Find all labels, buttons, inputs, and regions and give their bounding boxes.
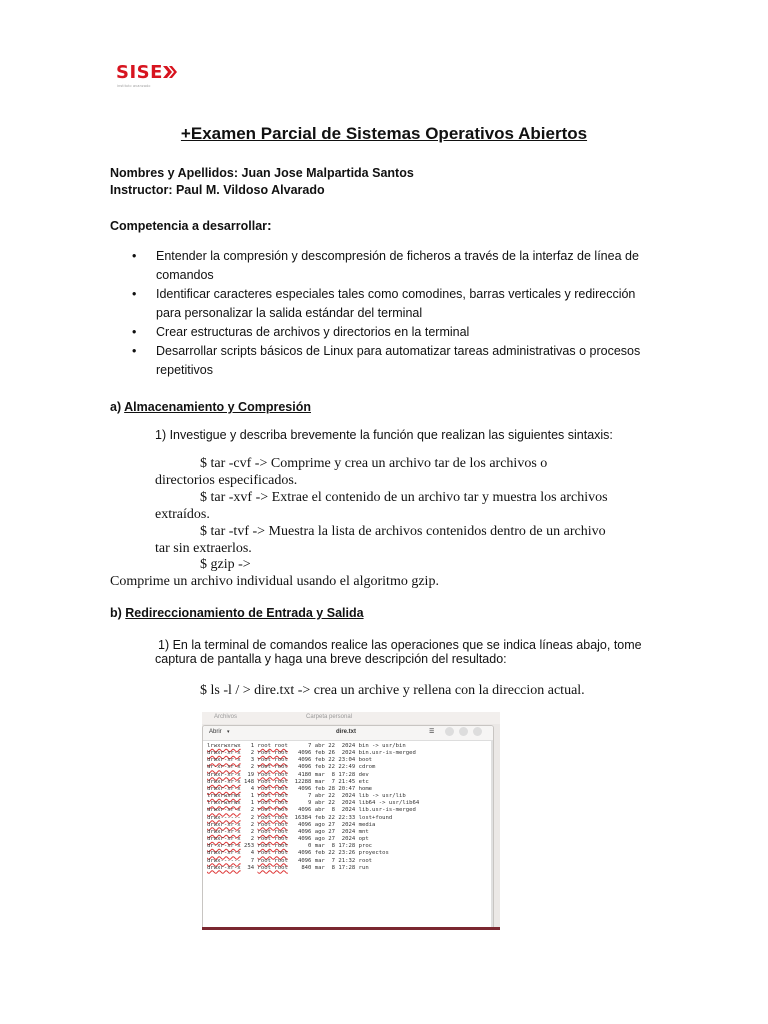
table-row: drwxr-xr-x 2 root root 4096 feb 26 2024 bin.usr-is-merged xyxy=(207,750,416,757)
screenshot-topbar xyxy=(202,712,500,724)
bullet-icon: • xyxy=(132,287,137,301)
table-row: drwxr-xr-x 4 root root 4096 feb 28 20:47 home xyxy=(207,785,373,792)
bullet-icon: • xyxy=(132,249,137,263)
competencias-list xyxy=(110,247,662,380)
list-item: • Crear estructuras de archivos y directorios en la terminal xyxy=(110,323,662,342)
section-a-heading: a) Almacenamiento y Compresión xyxy=(110,400,311,414)
question-b1-line1: 1) En la terminal de comandos realice las operaciones que se indica líneas abajo, tome xyxy=(158,638,642,652)
competencia-heading: Competencia a desarrollar: xyxy=(110,217,272,233)
page-title: +Examen Parcial de Sistemas Operativos Abiertos xyxy=(180,124,588,143)
table-row: drwxr-xr-x 2 root root 4096 abr 8 2024 lib.usr-is-merged xyxy=(207,807,416,814)
table-row: drwxr-xr-x 2 root root 4096 ago 27 2024 mnt xyxy=(207,828,369,835)
terminal-screenshot xyxy=(202,712,500,930)
table-row: drwxr-xr-x 2 root root 4096 ago 27 2024 media xyxy=(207,821,376,828)
scrollbar[interactable] xyxy=(491,740,493,929)
file-content[interactable] xyxy=(203,741,493,872)
menu-icon[interactable]: ☰ xyxy=(429,729,435,735)
minimize-icon[interactable] xyxy=(445,727,454,736)
answer-gzip-cont: Comprime un archivo individual usando el algoritmo gzip. xyxy=(110,574,439,589)
sise-logo xyxy=(108,44,176,106)
question-b1-line2: captura de pantalla y haga una breve descripción del resultado: xyxy=(155,652,507,666)
table-row: drwxr-xr-x 2 root root 4096 ago 27 2024 opt xyxy=(207,836,369,843)
table-row: drwxr-xr-x 19 root root 4180 mar 8 17:28 dev xyxy=(207,771,369,778)
table-row: drwx------ 7 root root 4096 mar 7 21:32 root xyxy=(207,857,373,864)
list-item: • Entender la compresión y descompresión de ficheros a través de la interfaz de línea de comandos xyxy=(132,249,639,282)
list-item: • Desarrollar scripts básicos de Linux para automatizar tareas administrativas o procesos repetitivos xyxy=(132,344,641,377)
answer-tar-tvf-cont: tar sin extraerlos. xyxy=(155,541,252,556)
question-a1: 1) Investigue y describa brevemente la función que realizan las siguientes sintaxis: xyxy=(155,428,613,442)
answer-gzip: $ gzip -> xyxy=(200,557,251,572)
table-row: drwx------ 2 root root 16384 feb 22 22:33 lost+found xyxy=(207,814,393,821)
logo-chevron-icon xyxy=(163,65,177,79)
logo-text: SISE xyxy=(116,62,163,83)
table-row: drwxr-xr-x 4 root root 4096 feb 22 23:26 proyectos xyxy=(207,850,389,857)
topbar-folder-label: Carpeta personal xyxy=(306,714,353,720)
table-row: lrwxrwxrwx 1 root root 7 abr 22 2024 bin -> usr/bin xyxy=(207,743,406,749)
bullet-icon: • xyxy=(132,344,137,358)
section-b-heading: b) Redireccionamiento de Entrada y Salida xyxy=(110,606,364,620)
list-item: • Identificar caracteres especiales tales como comodines, barras verticales y redirección para personalizar la salida estándar del terminal xyxy=(132,287,636,320)
instructor-name: Instructor: Paul M. Vildoso Alvarado xyxy=(110,183,325,197)
answer-tar-xvf-cont: extraídos. xyxy=(155,507,210,522)
maximize-icon[interactable] xyxy=(459,727,468,736)
table-row: dr-xr-xr-x 2 root root 4096 feb 22 22:49 cdrom xyxy=(207,764,376,771)
file-name: dire.txt xyxy=(336,729,357,735)
student-name: Nombres y Apellidos: Juan Jose Malpartida Santos xyxy=(110,166,414,180)
answer-tar-cvf: $ tar -cvf -> Comprime y crea un archivo tar de los archivos o xyxy=(200,456,548,471)
table-row: drwxr-xr-x 3 root root 4096 feb 22 23:04 boot xyxy=(207,757,373,764)
answer-tar-tvf: $ tar -tvf -> Muestra la lista de archivos contenidos dentro de un archivo xyxy=(200,524,606,539)
table-row: lrwxrwxrwx 1 root root 7 abr 22 2024 lib -> usr/lib xyxy=(207,793,406,800)
chevron-down-icon[interactable]: ▾ xyxy=(227,729,230,735)
close-icon[interactable] xyxy=(473,727,482,736)
topbar-files-label: Archivos xyxy=(214,714,238,720)
screenshot-footer-bar xyxy=(202,927,500,930)
table-row: drwxr-xr-x 148 root root 12288 mar 7 21:45 etc xyxy=(207,778,369,785)
table-row: lrwxrwxrwx 1 root root 9 abr 22 2024 lib64 -> usr/lib64 xyxy=(207,800,420,807)
text-editor-window xyxy=(202,725,494,930)
open-button[interactable]: Abrir xyxy=(209,729,222,735)
answer-tar-cvf-cont: directorios especificados. xyxy=(155,473,298,488)
editor-header xyxy=(203,726,493,741)
table-row: drwxr-xr-x 34 root root 840 mar 8 17:28 run xyxy=(207,864,369,871)
bullet-icon: • xyxy=(132,325,137,339)
logo-subtitle: instituto avanzado xyxy=(117,84,151,88)
answer-tar-xvf: $ tar -xvf -> Extrae el contenido de un archivo tar y muestra los archivos xyxy=(200,490,608,505)
answer-ls-redirect: $ ls -l / > dire.txt -> crea un archive y rellena con la direccion actual. xyxy=(200,683,585,698)
table-row: dr-xr-xr-x 253 root root 0 mar 8 17:28 proc xyxy=(207,843,373,850)
